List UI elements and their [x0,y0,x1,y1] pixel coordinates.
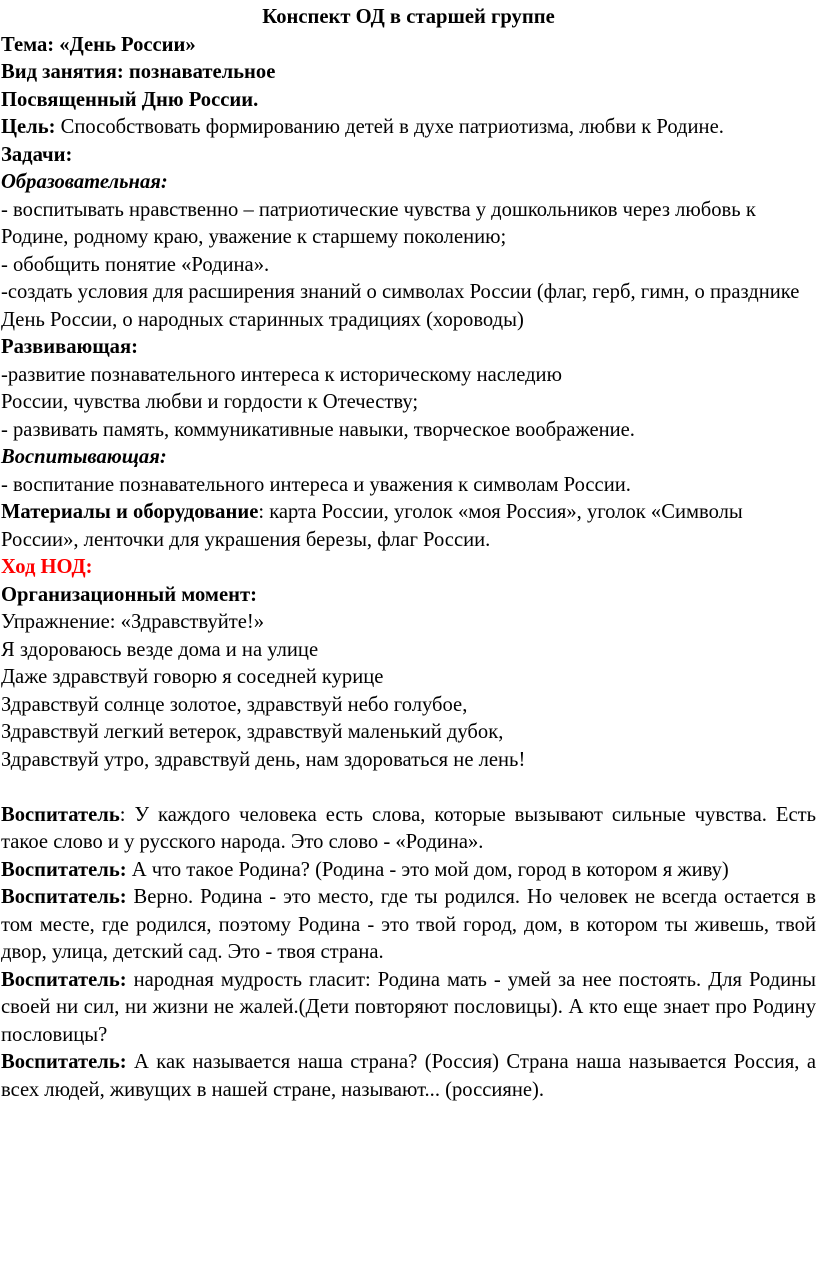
document-title: Конспект ОД в старшей группе [262,6,555,28]
upbringing-item: - воспитание познавательного интереса и уважения к символам России. [1,473,631,496]
topic-line: Тема: «День России» [1,33,196,56]
developing-item: - развивать память, коммуникативные навыки, творческое воображение. [1,418,635,441]
materials-text: : карта России, уголок «моя Россия», уголок «Символы [258,501,743,523]
poem-line: Я здороваюсь везде дома и на улице [1,638,319,661]
developing-item: России, чувства любви и гордости к Отечеству; [1,391,419,413]
speaker-label: Воспитатель: [1,858,127,881]
dedication-line: Посвященный Дню России. [1,88,259,111]
dialogue-paragraph [1,802,816,857]
tasks-heading: Задачи: [1,143,73,166]
speaker-text: А как называется наша страна? (Россия) Страна наша называется Россия, а всех людей, живущих в нашей стране, называют... (россияне). [1,1051,816,1101]
speaker-label: Воспитатель: [1,1051,127,1073]
speaker-text: А что такое Родина? (Родина - это мой дом, город в котором я живу) [126,858,729,881]
speaker-text: Верно. Родина - это место, где ты родился. Но человек не всегда остается в том месте, где родился, поэтому Родина - это твой город, дом, в котором ты живешь, твой двор, улица, детский сад. Это - твоя страна. [1,886,816,963]
speaker-label: Воспитатель: [1,886,127,908]
speaker-label: Воспитатель: [1,968,127,991]
poem-line: Упражнение: «Здравствуйте!» [1,611,265,633]
course-heading: Ход НОД: [1,556,93,578]
materials-paragraph [1,499,816,527]
goal-paragraph [1,114,816,142]
educational-item: - обобщить понятие «Родина». [1,253,270,276]
dialogue-paragraph [1,1049,816,1104]
speaker-text: : У каждого человека есть слова, которые вызывают сильные чувства. Есть такое слово и у русского народа. Это слово - «Родина». [1,803,816,853]
speaker-text: народная мудрость гласит: Родина мать - умей за нее постоять. Для Родины своей ни сил, ни жизни не жалей.(Дети повторяют пословицы). А кто еще знает про Родину пословицы? [1,968,816,1046]
upbringing-heading: Воспитывающая: [1,446,167,468]
speaker-label: Воспитатель [1,803,120,826]
lesson-type-line: Вид занятия: познавательное [1,61,276,83]
dialogue-paragraph [1,967,816,1050]
dialogue-paragraph [1,884,816,967]
developing-item: -развитие познавательного интереса к историческому наследию [1,363,562,386]
educational-item: - воспитывать нравственно – патриотические чувства у дошкольников через любовь к Родине, родному краю, уважение к старшему поколению; [1,198,756,248]
educational-item: -создать условия для расширения знаний о символах России (флаг, герб, гимн, о празднике День России, о народных старинных традициях (хороводы) [1,281,800,331]
materials-label: Материалы и оборудование [1,501,259,523]
educational-heading: Образовательная: [1,171,168,193]
poem-line: Даже здравствуй говорю я соседней курице [1,666,384,688]
materials-text-continued: России», ленточки для украшения березы, флаг России. [1,528,491,551]
paragraph-spacer [1,774,816,802]
poem-line: Здравствуй солнце золотое, здравствуй небо голубое, [1,693,468,716]
goal-text: Способствовать формированию детей в духе патриотизма, любви к Родине. [55,116,724,138]
dialogue-paragraph [1,857,816,885]
developing-heading: Развивающая: [1,336,138,358]
poem-line: Здравствуй легкий ветерок, здравствуй маленький дубок, [1,721,504,743]
org-moment-heading: Организационный момент: [1,583,257,606]
poem-line: Здравствуй утро, здравствуй день, нам здороваться не лень! [1,748,526,771]
goal-label: Цель: [1,116,56,138]
